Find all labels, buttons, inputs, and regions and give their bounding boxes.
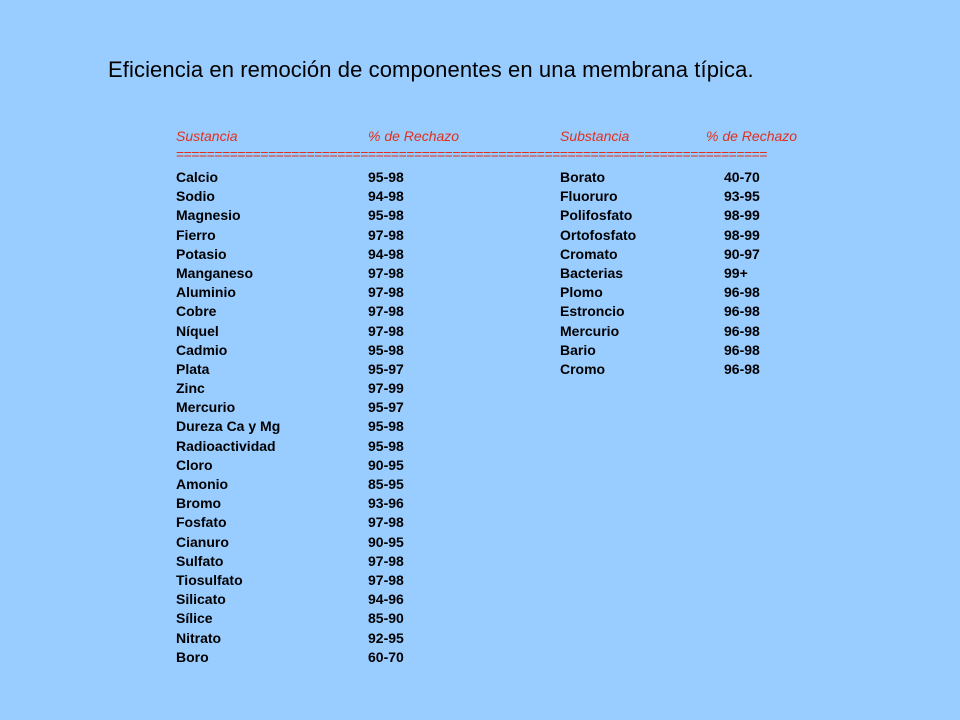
right-substance-name: Mercurio — [560, 322, 620, 339]
left-substance-name: Dureza Ca y Mg — [176, 418, 281, 435]
right-rejection-value: 93-95 — [724, 188, 760, 205]
header-right-rejection: % de Rechazo — [706, 128, 798, 144]
left-rejection-value: 94-96 — [368, 591, 404, 608]
page-title: Eficiencia en remoción de componentes en una membrana típica. — [108, 57, 754, 82]
right-substance-name: Cromo — [560, 360, 606, 377]
left-substance-name: Cianuro — [176, 533, 229, 550]
left-substance-name: Silicato — [176, 591, 226, 608]
right-rejection-value: 96-98 — [724, 284, 760, 301]
left-rejection-value: 85-90 — [368, 610, 404, 627]
left-rejection-value: 97-99 — [368, 380, 404, 397]
right-substance-name: Plomo — [560, 284, 603, 301]
left-substance-name: Tiosulfato — [176, 571, 243, 588]
header-left-rejection: % de Rechazo — [368, 128, 460, 144]
left-rejection-value: 90-95 — [368, 533, 404, 550]
left-substance-name: Fosfato — [176, 514, 227, 531]
left-substance-name: Mercurio — [176, 399, 236, 416]
left-substance-name: Cadmio — [176, 341, 228, 358]
left-substance-name: Manganeso — [176, 264, 254, 281]
right-rejection-column — [724, 168, 760, 379]
left-substance-name: Sodio — [176, 188, 215, 205]
left-rejection-value: 95-98 — [368, 437, 404, 454]
left-substance-name: Calcio — [176, 169, 219, 185]
left-rejection-value: 97-98 — [368, 552, 404, 569]
left-substance-name: Cloro — [176, 456, 213, 473]
left-rejection-value: 95-98 — [368, 207, 404, 224]
left-substance-name: Potasio — [176, 245, 227, 262]
left-rejection-value: 94-98 — [368, 188, 404, 205]
right-rejection-value: 98-99 — [724, 226, 760, 243]
left-rejection-value: 97-98 — [368, 284, 404, 301]
right-substance-name: Fluoruro — [560, 188, 618, 205]
left-substance-name: Amonio — [176, 476, 229, 492]
left-substance-name: Radioactividad — [176, 437, 276, 454]
left-rejection-value: 94-98 — [368, 245, 404, 262]
right-substance-name: Ortofosfato — [560, 226, 637, 243]
left-rejection-value: 97-98 — [368, 571, 404, 588]
right-rejection-value: 96-98 — [724, 322, 760, 339]
right-rejection-value: 96-98 — [724, 341, 760, 358]
header-right-substance: Substancia — [560, 128, 630, 144]
left-rejection-value: 95-98 — [368, 169, 404, 185]
left-substance-name: Boro — [176, 648, 209, 665]
left-substance-name: Fierro — [176, 226, 216, 243]
left-rejection-value: 60-70 — [368, 648, 404, 665]
left-rejection-value: 95-98 — [368, 341, 404, 358]
left-substance-name: Níquel — [176, 322, 219, 339]
left-rejection-value: 97-98 — [368, 303, 404, 320]
left-substance-name: Sulfato — [176, 552, 224, 569]
right-rejection-value: 96-98 — [724, 303, 760, 320]
left-substance-name: Sílice — [176, 610, 213, 627]
left-substance-name: Magnesio — [176, 207, 241, 224]
right-substance-name: Polifosfato — [560, 207, 633, 224]
right-substance-name: Bario — [560, 341, 596, 358]
left-rejection-value: 93-96 — [368, 495, 404, 512]
right-substance-name: Cromato — [560, 245, 618, 262]
left-substance-column — [176, 168, 280, 667]
separator-line: ============================================================================= — [176, 146, 768, 162]
header-left-substance: Sustancia — [176, 128, 238, 144]
left-substance-name: Aluminio — [176, 284, 236, 301]
right-substance-name: Estroncio — [560, 303, 625, 320]
left-rejection-value: 95-98 — [368, 418, 404, 435]
left-rejection-column — [368, 168, 404, 667]
left-rejection-value: 95-97 — [368, 399, 404, 416]
right-rejection-value: 98-99 — [724, 207, 760, 224]
right-rejection-value: 96-98 — [724, 360, 760, 377]
left-substance-name: Zinc — [176, 380, 205, 397]
left-substance-name: Plata — [176, 360, 210, 377]
right-substance-name: Borato — [560, 169, 606, 185]
left-rejection-value: 90-95 — [368, 456, 404, 473]
left-rejection-value: 92-95 — [368, 629, 404, 646]
right-rejection-value: 90-97 — [724, 245, 760, 262]
left-rejection-value: 97-98 — [368, 226, 404, 243]
left-rejection-value: 97-98 — [368, 514, 404, 531]
left-rejection-value: 85-95 — [368, 476, 404, 492]
right-substance-column — [560, 168, 636, 379]
left-substance-name: Bromo — [176, 495, 222, 512]
left-substance-name: Cobre — [176, 303, 217, 320]
left-rejection-value: 97-98 — [368, 322, 404, 339]
left-rejection-value: 95-97 — [368, 360, 404, 377]
left-rejection-value: 97-98 — [368, 264, 404, 281]
right-rejection-value: 99+ — [724, 264, 748, 281]
right-substance-name: Bacterias — [560, 264, 624, 281]
right-rejection-value: 40-70 — [724, 169, 760, 185]
left-substance-name: Nitrato — [176, 629, 222, 646]
